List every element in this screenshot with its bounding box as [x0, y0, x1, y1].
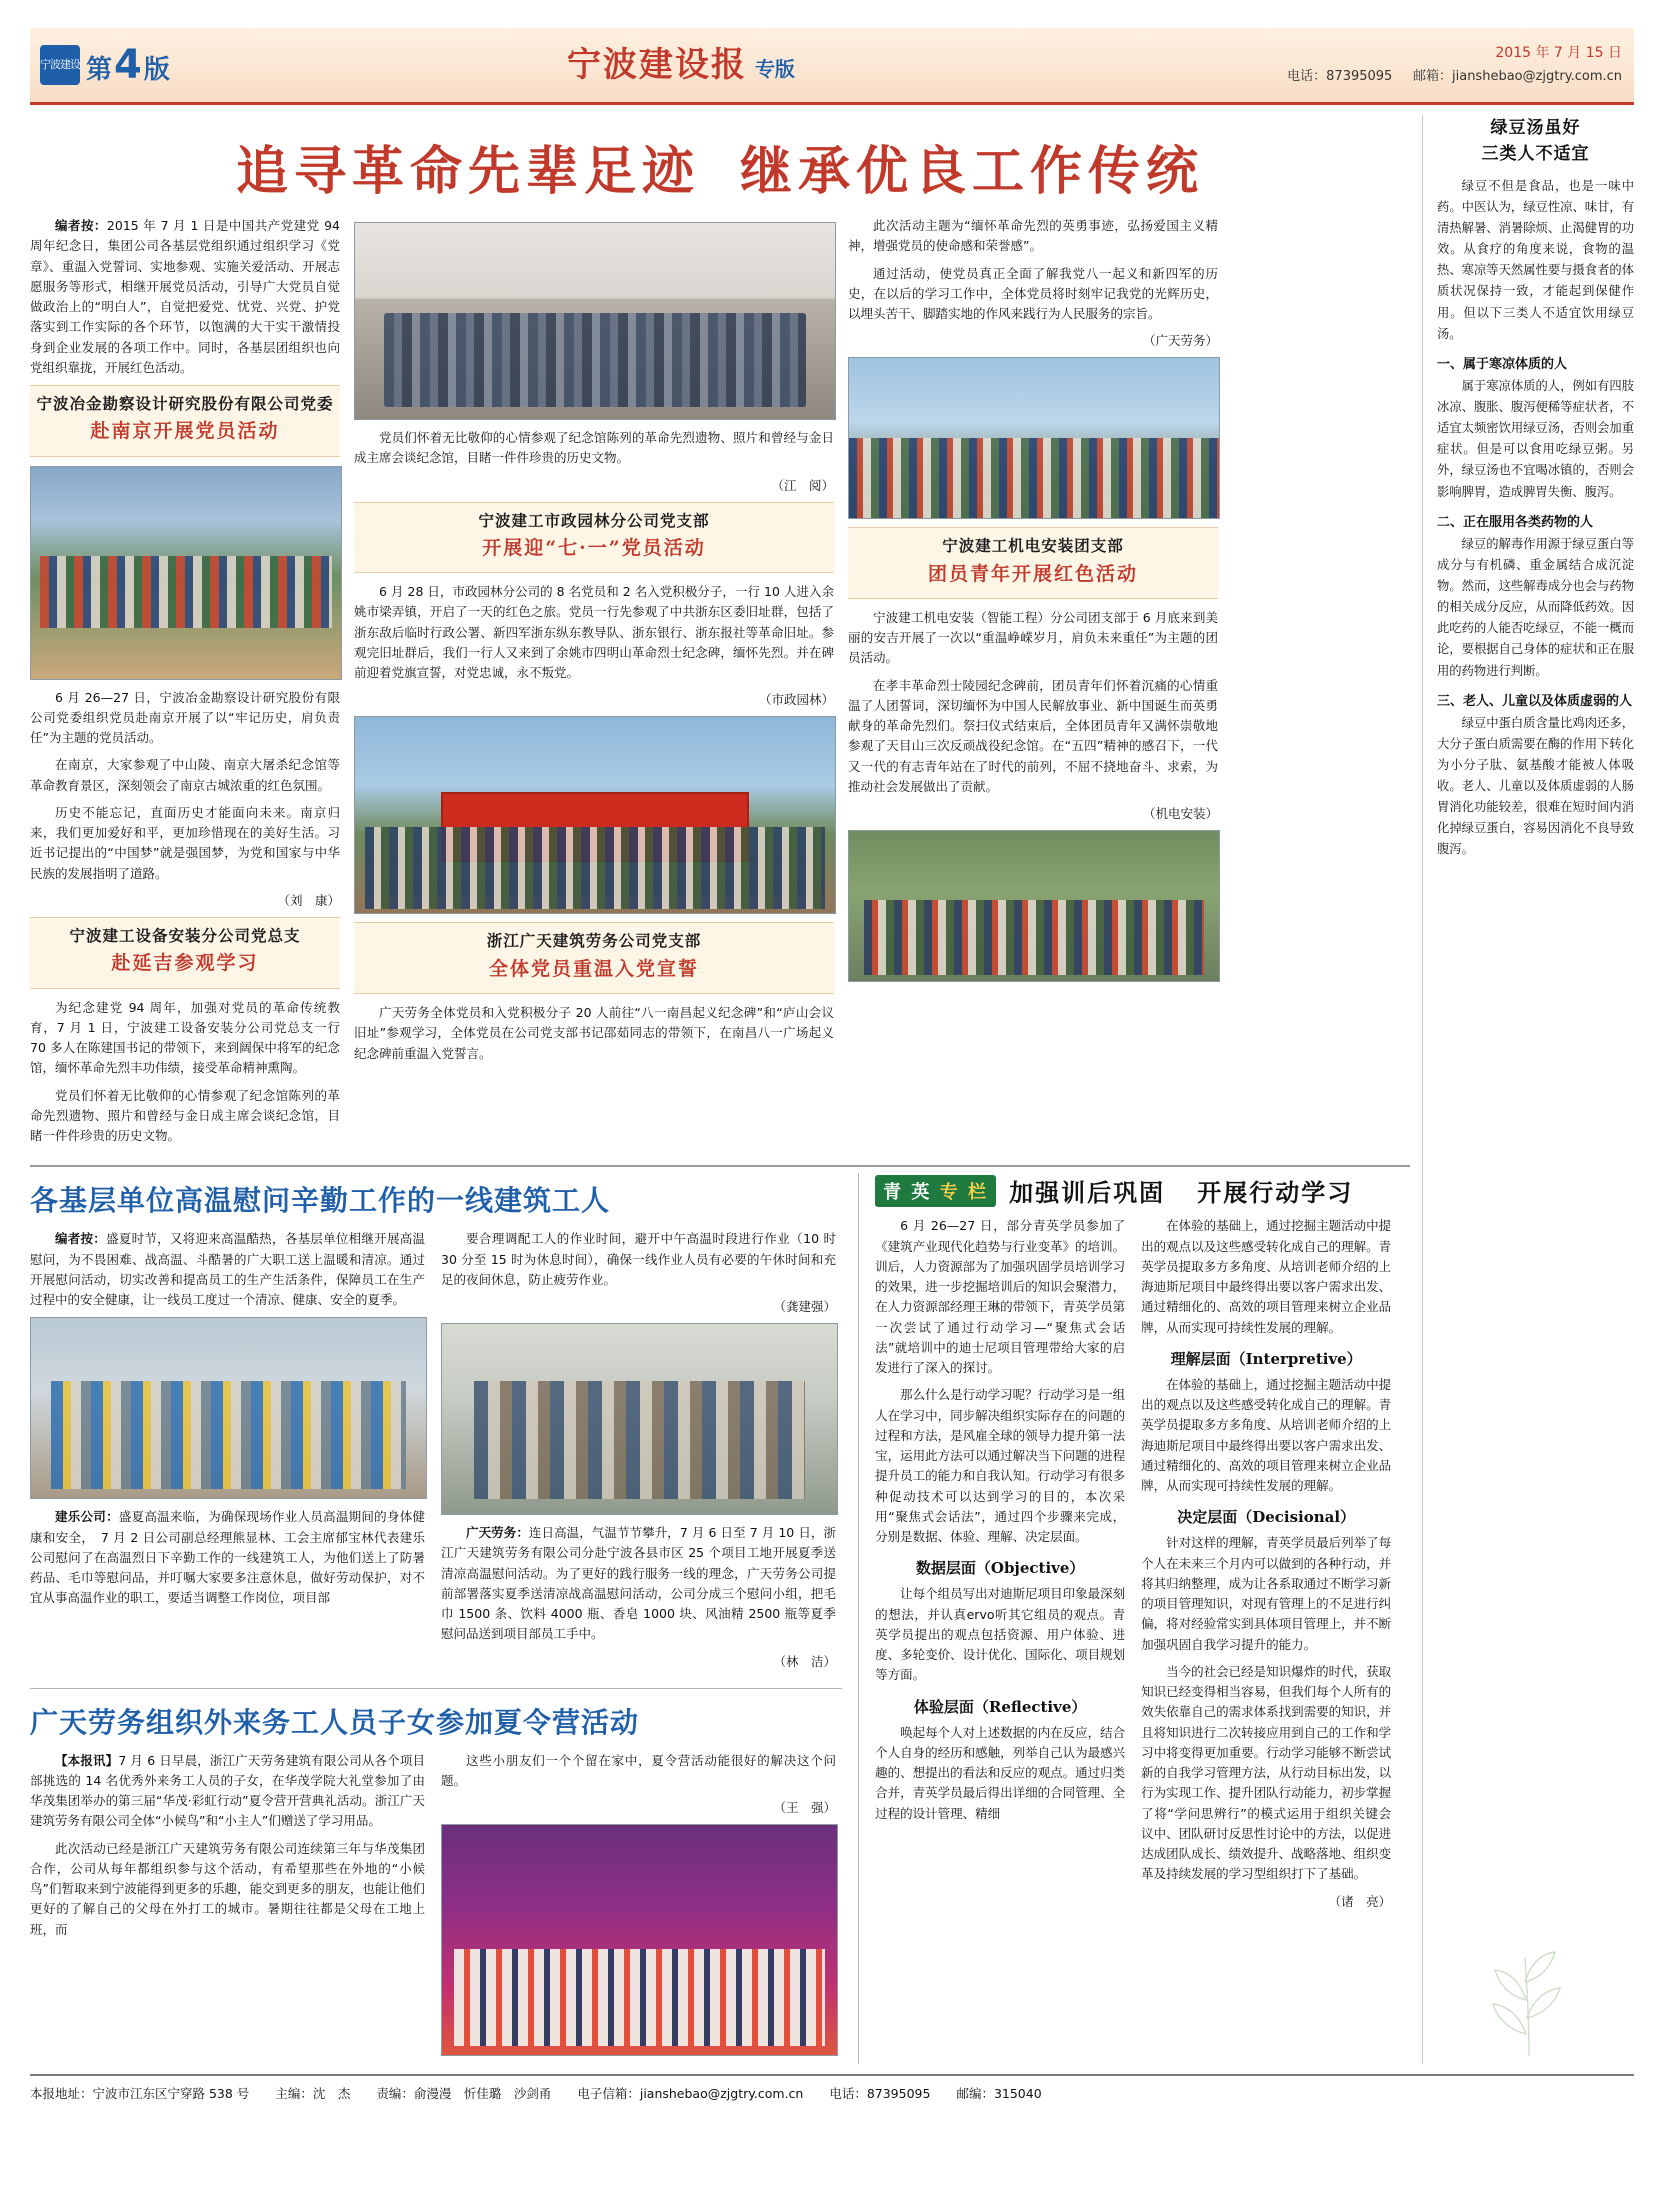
signature-b1: （市政园林） [758, 692, 834, 708]
editor-note-b-label: 编者按： [55, 1231, 107, 1247]
para-jianle-text: 盛夏高温来临，为确保现场作业人员高温期间的身体健康和安全， 7 月 2 日公司副总经理熊显林、工会主席郁宝林代表建乐公司慰问了在高温烈日下辛勤工作的一线建筑工人，为他们送上了防暑药品、毛巾等慰问品，并叮嘱大家要多注意休息，做好劳动保护，对不宜从事高温作业的职工，要适当调整工作岗位，项目部 [30, 1509, 425, 1606]
para-b-company1 [30, 1507, 425, 1608]
masthead-contact [1192, 42, 1634, 88]
photo-group-on-steps [30, 466, 342, 680]
para-c-lead-text: 7 月 6 日早晨，浙江广天劳务建筑有限公司从各个项目部挑选的 14 名优秀外来务工人员的子女，在华茂学院大礼堂参加了由华茂集团举办的第三届“华茂·彩虹行动”夏令营开营典礼活动。浙江广天建筑劳务有限公司全体“小候鸟”和“小主人”们赠送了学习用品。 [30, 1752, 425, 1829]
subhead-objective: 数据层面（Objective） [915, 1559, 1085, 1578]
footer-editor-in-chief: 主编：沈 杰 [275, 2086, 351, 2102]
subhead-org-4: 浙江广天建筑劳务公司党支部 [486, 932, 702, 951]
para-b1: 6 月 28 日，市政园林分公司的 8 名党员和 2 名入党积极分子，一行 10 人进入余姚市梁弄镇，开启了一天的红色之旅。党员一行先参观了中共浙东区委旧址群，包括了浙东敌后临时行政公署、新四军浙东纵东教导队、浙东银行、浙东报社等革命旧址。参观完旧址群后，我们一行人又来到了余姚市四明山革命烈士纪念碑，缅怀先烈。并在碑前迎着党旗宣誓，对党忠诚，永不叛党。 [354, 584, 834, 681]
youth-column [858, 1173, 1410, 2064]
subhead-title-3: 开展迎“七·一”党员活动 [482, 536, 706, 559]
subhead-title-4: 全体党员重温入党宣誓 [488, 957, 699, 980]
subhead-reflective: 体验层面（Reflective） [913, 1697, 1087, 1716]
page-headline [30, 115, 1410, 216]
signature-c2: （王 强） [773, 1800, 836, 1816]
lower-left [30, 1173, 842, 2064]
para-c-lead [30, 1751, 425, 1832]
sidebar-health-tips [1422, 115, 1634, 2064]
signature-column: （诸 亮） [1328, 1893, 1392, 1909]
company-label-guangtian: 广天劳务： [466, 1525, 529, 1541]
masthead-contact-line [1192, 66, 1622, 88]
footer-postcode: 邮编：315040 [956, 2086, 1042, 2102]
youth-column-badge [875, 1175, 996, 1207]
section-c-cols [30, 1751, 842, 2065]
subhead-title-2: 赴延吉参观学习 [111, 952, 259, 975]
subhead-title-5: 团员青年开展红色活动 [927, 562, 1138, 585]
subhead-org-5: 宁波建工机电安装团支部 [942, 537, 1124, 556]
para-col-3: 让每个组员写出对迪斯尼项目印象最深刻的想法，并认真ervo听其它组员的观点。青英学员提出的观点包括资源、用户体验、进度、多轮变价、设计优化、国际化、项目规划等方面。 [875, 1586, 1126, 1683]
subhead-org-3: 宁波建工市政园林分公司党支部 [478, 511, 710, 530]
lower-area [30, 1173, 1410, 2064]
sidebar-para-3: 绿豆的解毒作用源于绿豆蛋白等成分与有机磷、重金属结合成沉淀物。然而，这些解毒成分也会与药物的相关成分反应，从而降低药效。因此吃药的人能否吃绿豆，不能一概而论，要根据自己身体的症状和正在服用的药物进行判断。 [1437, 536, 1634, 678]
logo-text: 宁波建设 [40, 58, 80, 72]
badge-right-text: 专 栏 [939, 1181, 988, 1203]
subhead-guangtian-laowu [354, 922, 834, 994]
sidebar-subhead-1: 一、属于寒凉体质的人 [1437, 356, 1568, 372]
section-b-title: 各基层单位高温慰问辛勤工作的一线建筑工人 [30, 1184, 611, 1218]
sidebar-para-4: 绿豆中蛋白质含量比鸡肉还多，大分子蛋白质需要在酶的作用下转化为小分子肽、氨基酸才能被人体吸收。老人、儿童以及体质虚弱的人肠胃消化功能较差，很难在短时间内消化掉绿豆蛋白，容易因消化不良导致腹泻。 [1437, 715, 1634, 857]
para-a2: 在南京，大家参观了中山陵、南京大屠杀纪念馆等革命教育景区，深刻领会了南京古城浓重的红色氛围。 [30, 757, 340, 793]
column-a [30, 216, 340, 1153]
footer-responsible-editor: 责编：俞漫漫 忻佳璐 沙剑甬 [376, 2086, 552, 2102]
signature-a2: （江 阅） [771, 477, 834, 493]
divider-2 [30, 1688, 842, 1689]
para-col-1: 6 月 26—27 日，部分青英学员参加了《建筑产业现代化趋势与行业变革》的培训。训后，人力资源部为了加强巩固学员培训学习的效果，进一步挖掘培训后的知识会聚潜力，在人力资源部经理王琳的带领下，青英学员第一次尝试了通过行动学习—“聚焦式会话法”就培训中的迪士尼项目管理带给大家的启发进行了深入的探讨。 [875, 1218, 1126, 1376]
para-a5-cont: 党员们怀着无比敬仰的心情参观了纪念馆陈列的革命先烈遗物、照片和曾经与金日成主席会谈纪念馆，目睹一件件珍贵的历史文物。 [354, 430, 834, 466]
para-b2: 广天劳务全体党员和入党积极分子 20 人前往“八一南昌起义纪念碑”和“庐山会议旧址”参观学习，全体党员在公司党支部书记邵茹同志的带领下，在南昌八一广场起义纪念碑前重温入党誓言。 [354, 1005, 834, 1061]
para-b4: 通过活动，使党员真正全面了解我党八一起义和新四军的历史，在以后的学习工作中，全体党员将时刻牢记我党的光辉历史，以埋头苦干、脚踏实地的作风来践行为人民服务的宗旨。 [848, 265, 1218, 321]
para-col-4: 唤起每个人对上述数据的内在反应，结合个人自身的经历和感触，列举自己认为最感兴趣的、想提出的看法和反应的观点。通过归类合并，青英学员最后得出详细的合同管理、全过程的设计管理、精细 [875, 1724, 1126, 1821]
signature-c1: （机电安装） [1142, 806, 1218, 822]
subhead-org-1: 宁波冶金勘察设计研究股份有限公司党委 [36, 395, 334, 413]
subhead-jidian-anzhuang [848, 527, 1218, 599]
subhead-title-1: 赴南京开展党员活动 [90, 420, 280, 443]
page-number-badge [30, 42, 170, 88]
sidebar-para-1: 绿豆不但是食品，也是一味中药。中医认为，绿豆性凉、味甘，有清热解暑、消暑除烦、止渴健胃的功效。从食疗的角度来说，食物的温热、寒凉等天然属性要与摄食者的体质状况保持一致，才能起到保健作用。但以下三类人不适宜饮用绿豆汤。 [1437, 178, 1634, 341]
page-badge-suffix: 版 [143, 55, 170, 85]
sidebar-title [1437, 115, 1634, 176]
photo-exhibition-hall [354, 222, 836, 420]
para-a5: 党员们怀着无比敬仰的心情参观了纪念馆陈列的革命先烈遗物、照片和曾经与金日成主席会谈纪念馆，目睹一件件珍贵的历史文物。 [30, 1087, 340, 1144]
signature-a1: （刘 康） [277, 892, 340, 908]
page-badge-prefix: 第 [86, 55, 113, 85]
subhead-shebei-anzhuang [30, 917, 340, 989]
editor-note-b [30, 1229, 425, 1310]
para-col-7: 当今的社会已经是知识爆炸的时代，获取知识已经变得相当容易，但我们每个人所有的效失依靠自己的需求体系找到需要的知识，并且将知识进行二次转接应用到自己的工作和学习中将变得更加重要。行动学习能够不断尝试新的自我学习管理方法，从行动目标出发，以行为实现工作、提升团队行动能力，初步掌握了将“学问思辨行”的模式运用于组织关键会议中、团队研讨反思性讨论中的方法，以促进达成团队成长、绩效提升、战略落地、组织变革及持续发展的学习型组织打下了基础。 [1141, 1663, 1392, 1882]
headline-left: 追寻革命先辈足迹 [235, 141, 700, 202]
editor-note-text: 2015 年 7 月 1 日是中国共产党建党 94 周年纪念日，集团公司各基层党组织通过组织学习《党章》、重温入党誓词、实地参观、实施关爱活动、开展志愿服务等形式，相继开展党员活动，引导广大党员自觉做政治上的“明白人”，自觉把爱党、忧党、兴党、护党落实到工作实际的各个环节，以饱满的大干实干激情投身到企业发展的各项工作中。同时，各基层团组织也向党组织靠拢，开展红色活动。 [30, 218, 340, 375]
youth-col2 [1141, 1216, 1391, 1917]
sidebar-title-line2: 三类人不适宜 [1481, 144, 1590, 165]
para-a3: 历史不能忘记，直面历史才能面向未来。南京归来，我们更加爱好和平，更加珍惜现在的美好生活。习近书记提出的“中国梦”就是强国梦，为党和国家与中华民族的发展指明了道路。 [30, 804, 340, 881]
photo-site-visit [30, 1317, 427, 1499]
sidebar-para-2: 属于寒凉体质的人，例如有四肢冰凉、腹胀、腹泻便稀等症状者，不适宜太频密饮用绿豆汤，否则会加重症状。但是可以食用吃绿豆粥。另外，绿豆汤也不宜喝冰镇的，否则会影响脾胃，造成脾胃失衡、腹泻。 [1437, 378, 1634, 499]
publish-date: 2015 年 7 月 15 日 [1495, 45, 1622, 62]
page-body [30, 115, 1634, 2064]
para-col-5: 在体验的基础上，通过挖掘主题活动中提出的观点以及这些感受转化成自己的理解。青英学员提取多方多角度、从培训老师介绍的上海迪斯尼项目中最终得出要以客户需求出发、通过精细化的、高效的项目管理来树立企业品牌，从而实现可持续性发展的理解。 [1141, 1376, 1392, 1494]
section-c-col2 [441, 1751, 836, 2065]
para-col-2: 那么什么是行动学习呢？行动学习是一组人在学习中，同步解决组织实际存在的问题的过程和方法，是风雇全球的领导力提升第一法宝，运用此方法可以通过解决当下问题的进程提升员工的能力和自我认知。行动学习有很多种促动技术可以达到学习的目的，本次采用“聚焦式会话法”，通过四个步骤来完成，分别是数据、体验、理解、决定层面。 [875, 1387, 1126, 1545]
para-b-top: 此次活动主题为“缅怀革命先烈的英勇事迹，弘扬爱国主义精神，增强党员的使命感和荣誉感”。 [848, 218, 1218, 254]
photo-monument-flag [848, 357, 1220, 519]
footer-address: 本报地址：宁波市江东区宁穿路 538 号 [30, 2086, 250, 2102]
column-c [848, 216, 1218, 1153]
page-badge-text [86, 42, 170, 88]
masthead [30, 28, 1634, 105]
section-party-activities [30, 216, 1410, 1153]
subhead-interpretive: 理解层面（Interpretive） [1170, 1349, 1362, 1368]
page-footer [30, 2074, 1634, 2102]
signature-b4: （林 洁） [773, 1653, 836, 1669]
para-c2: 在孝丰革命烈士陵园纪念碑前，团员青年们怀着沉痛的心情重温了人团誓词，深切缅怀为中国人民解放事业、新中国诞生而英勇献身的革命先烈们。祭扫仪式结束后，全体团员青年又满怀崇敬地参观了天目山三次反顽战役纪念馆。在“五四”精神的感召下，一代又一代的有志青年站在了时代的前列，不屈不挠地奋斗、求索，为推动社会发展做出了贡献。 [848, 677, 1218, 794]
paper-title [170, 37, 1192, 86]
paper-sub: 专版 [754, 56, 795, 81]
paper-logo-icon [40, 45, 80, 85]
para-a4: 为纪念建党 94 周年，加强对党员的革命传统教育，7 月 1 日，宁波建工设备安装分公司党总支一行 70 多人在陈建国书记的带领下，来到阔保中将军的纪念馆，缅怀革命先烈丰功伟绩，接受革命精神熏陶。 [30, 999, 340, 1076]
section-b-col1 [30, 1229, 425, 1677]
section-b-cols [30, 1229, 842, 1677]
phone-label: 电话：87395095 [1287, 68, 1393, 84]
photo-youth-statue [848, 830, 1220, 982]
leaf-decoration-icon [1469, 1938, 1589, 2058]
para-col-6: 针对这样的理解，青英学员最后列举了每个人在未来三个月内可以做到的各种行动，并将其归纳整理，成为让各系取通过不断学习新的项目管理知识，对现有管理上的不足进行纠偏，将对经验常实到具体项目管理上，并不断加强巩固自我学习提升的能力。 [1141, 1535, 1392, 1652]
subhead-shizheng-yuanlin [354, 502, 834, 574]
subhead-ningbo-yejin [30, 385, 340, 457]
para-b-company2 [441, 1523, 836, 1645]
main-content [30, 115, 1410, 2064]
section-c-col1 [30, 1751, 425, 2065]
para-c-tail: 这些小朋友们一个个留在家中，夏令营活动能很好的解决这个问题。 [441, 1752, 836, 1788]
photo-supply-handover [441, 1323, 838, 1515]
para-c-body: 此次活动已经是浙江广天建筑劳务有限公司连续第三年与华茂集团合作，公司从每年都组织参与这个活动，有希望那些在外地的“小候鸟”们暂取来到宁波能得到更多的乐趣，能交到更多的朋友，也能让他们更好的了解自己的父母在外打工的城市。暑期往往都是父母在工地上班，而 [30, 1840, 425, 1937]
badge-left-text: 青 英 [883, 1181, 932, 1203]
para-col-5a: 在体验的基础上，通过挖掘主题活动中提出的观点以及这些感受转化成自己的理解。青英学员提取多方多角度、从培训老师介绍的上海迪斯尼项目中最终得出要以客户需求出发、通过精细化的、高效的项目管理来树立企业品牌，从而实现可持续性发展的理解。 [1141, 1218, 1392, 1335]
sidebar-title-line1: 绿豆汤虽好 [1490, 118, 1581, 138]
signature-b3: （龚建强） [773, 1299, 836, 1315]
email-label: 邮箱：jianshebao@zjgtry.com.cn [1413, 68, 1622, 84]
editor-note-b-text: 盛夏时节，又将迎来高温酷热，各基层单位相继开展高温慰问，为不畏困难、战高温、斗酷暑的广大职工送上温暖和清凉。通过开展慰问活动，切实改善和提高员工的生产生活条件，保障员工在生产过程中的安全健康，让一线员工度过一个清凉、健康、安全的夏季。 [30, 1231, 425, 1308]
para-a1: 6 月 26—27 日，宁波冶金勘察设计研究股份有限公司党委组织党员赴南京开展了以“牢记历史，肩负责任”为主题的党员活动。 [30, 689, 340, 746]
photo-party-flag-group [354, 716, 836, 914]
column-b [354, 216, 834, 1153]
section-c-title: 广天劳务组织外来务工人员子女参加夏令营活动 [30, 1705, 640, 1739]
editor-note-a [30, 216, 340, 378]
section-b-col2 [441, 1229, 836, 1677]
company-label-jianle: 建乐公司： [55, 1509, 119, 1525]
paper-name: 宁波建设报 [566, 44, 747, 85]
youth-column-title-right: 开展行动学习 [1197, 1178, 1354, 1208]
editor-note-label: 编者按： [55, 218, 107, 233]
page-badge-number: 4 [114, 42, 142, 88]
headline-right: 继承优良工作传统 [740, 141, 1205, 202]
divider-1 [30, 1165, 1410, 1167]
youth-col1 [875, 1216, 1125, 1917]
sidebar-subhead-3: 三、老人、儿童以及体质虚弱的人 [1437, 693, 1633, 709]
sidebar-subhead-2: 二、正在服用各类药物的人 [1437, 514, 1594, 530]
youth-column-header [875, 1173, 1410, 1208]
footer-email: 电子信箱：jianshebao@zjgtry.com.cn [577, 2086, 804, 2102]
signature-b2: （广天劳务） [1142, 333, 1218, 349]
subhead-org-2: 宁波建工设备安装分公司党总支 [69, 926, 301, 945]
para-b-work-hours: 要合理调配工人的作业时间，避开中午高温时段进行作业（10 时 30 分至 15 时为休息时间），确保一线作业人员有必要的午休时间和充足的夜间休息，防止疲劳作业。 [441, 1231, 836, 1287]
para-guangtian-text: 连日高温，气温节节攀升，7 月 6 日至 7 月 10 日，浙江广天建筑劳务有限公司分赴宁波各县市区 25 个项目工地开展夏季送清凉高温慰问活动。为了更好的践行服务一线的理念，广天劳务公司提前部署落实夏季送清凉战高温慰问活动，公司分成三个慰问小组，把毛巾 1500 条、饮料 4000 瓶、香皂 1000 块、风油精 2500 瓶等夏季慰问品送到项目部员工手中。 [441, 1525, 836, 1642]
photo-summer-camp [441, 1824, 838, 2056]
para-c1: 宁波建工机电安装（智能工程）分公司团支部于 6 月底来到美丽的安吉开展了一次以“重温峥嵘岁月，肩负未来重任”为主题的团员活动。 [848, 609, 1218, 666]
youth-column-title-left: 加强训后巩固 [1009, 1178, 1166, 1208]
dispatch-label: 【本报讯】 [55, 1752, 119, 1768]
footer-phone: 电话：87395095 [829, 2086, 931, 2102]
subhead-decisional: 决定层面（Decisional） [1177, 1508, 1356, 1527]
youth-column-cols [875, 1216, 1410, 1917]
